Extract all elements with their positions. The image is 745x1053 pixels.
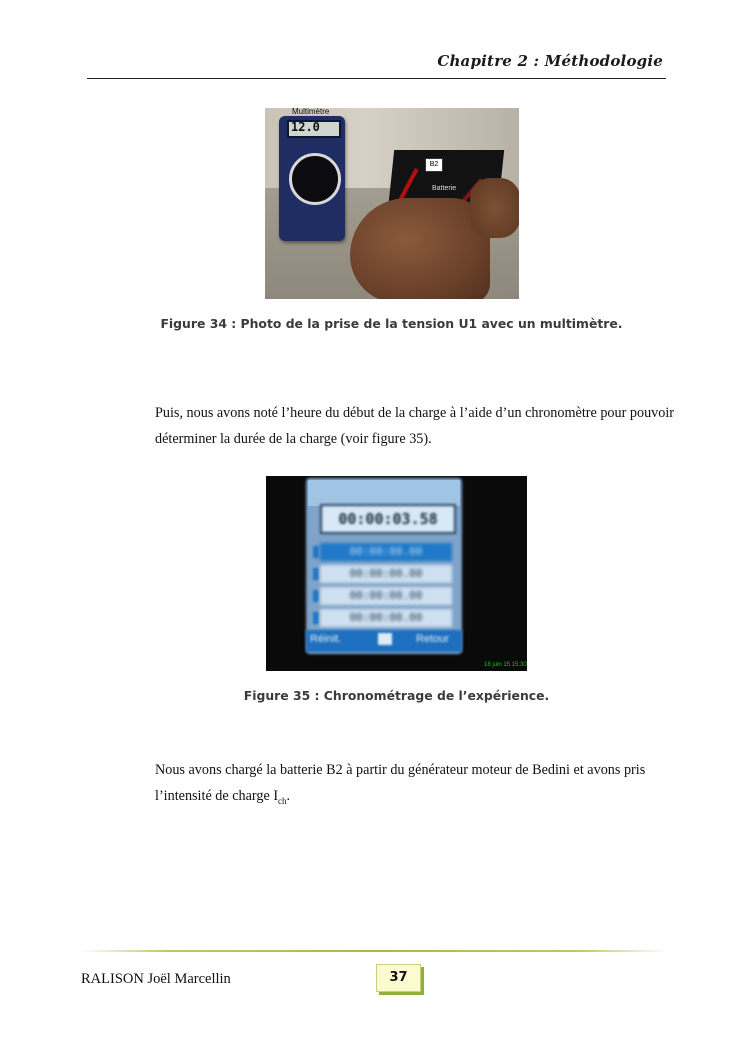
- charge-current-subscript: ch: [278, 795, 287, 806]
- figure-34-caption: Figure 34 : Photo de la prise de la tension U1 avec un multimètre.: [160, 316, 623, 331]
- battery-id-label: B2: [425, 158, 443, 172]
- figure-34-photo: [265, 108, 519, 299]
- paragraph-2: [155, 757, 675, 814]
- footer-rule: [80, 950, 668, 952]
- multimeter-label: Multimètre: [292, 108, 330, 116]
- figure-35-photo: [266, 476, 527, 671]
- footer-author: RALISON Joël Marcellin: [81, 971, 231, 987]
- chronometer-main-time: 00:00:03.58: [320, 504, 456, 534]
- hand: [350, 198, 490, 299]
- lap-marker: [313, 590, 319, 602]
- lap-row: 00:00:00.00: [320, 543, 452, 561]
- figure-35-caption: Figure 35 : Chronométrage de l’expérience.: [243, 688, 550, 703]
- lap-row: 00:00:00.00: [320, 565, 452, 583]
- lap-row: 00:00:00.00: [320, 587, 452, 605]
- center-softkey-icon: [378, 633, 392, 645]
- paragraph-1: Puis, nous avons noté l’heure du début de la charge à l’aide d’un chronomètre pour pouvoir déterminer la durée de la charge (voir figure 35).: [155, 405, 675, 447]
- lap-marker: [313, 568, 319, 580]
- photo-timestamp: 18 juin 15 15:30: [484, 662, 527, 668]
- chronometer-status-bar: [308, 480, 460, 506]
- header-rule: [87, 78, 666, 79]
- lap-marker: [313, 612, 319, 624]
- paragraph-2-end: .: [286, 788, 291, 804]
- multimeter-reading: 12.0: [291, 120, 320, 134]
- lap-marker: [313, 546, 319, 558]
- back-softkey: Retour: [416, 633, 450, 645]
- second-hand: [470, 178, 519, 238]
- reset-softkey: Réinit.: [310, 633, 342, 645]
- paragraph-2-text: Nous avons chargé la batterie B2 à partir du générateur moteur de Bedini et avons pris l’intensité de charge I: [155, 762, 646, 804]
- chapter-header: Chapitre 2 : Méthodologie: [437, 52, 663, 70]
- lap-row: 00:00:00.00: [320, 609, 452, 627]
- page-number: 37: [376, 964, 421, 992]
- battery-label: Batterie: [432, 185, 457, 192]
- multimeter-dial: [289, 153, 341, 205]
